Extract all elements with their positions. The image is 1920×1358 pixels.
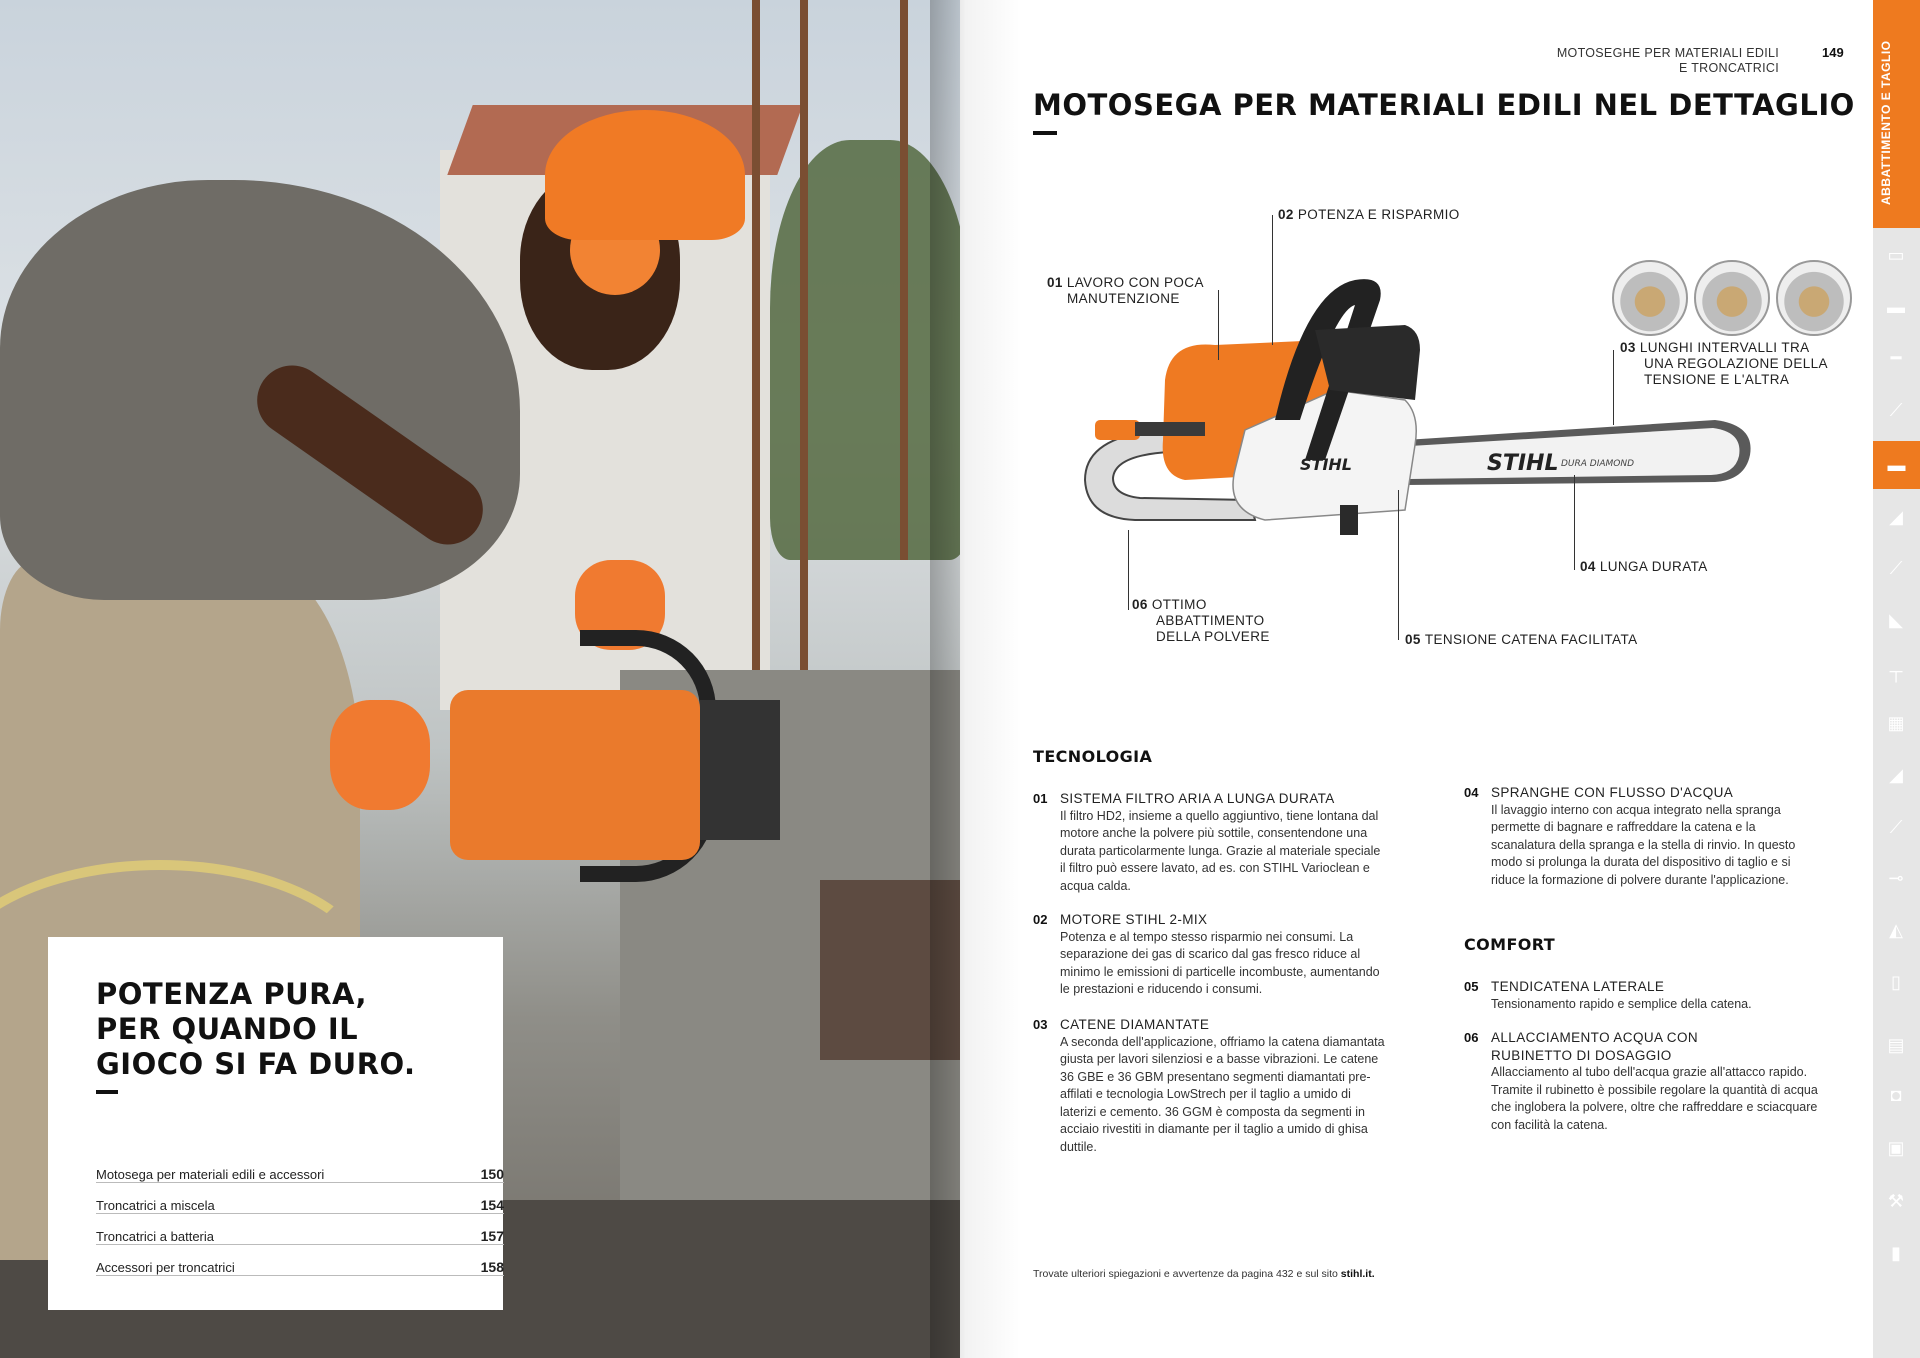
feature-num: 01 [1033,791,1048,806]
category-sidebar [1873,0,1920,1358]
feature-item [1033,911,1388,999]
toc-page: 157 [480,1228,504,1244]
callout-line [1128,530,1129,610]
chain-detail-image [1694,260,1770,336]
vacuum-icon[interactable]: ⊸ [1888,867,1904,888]
mower-icon[interactable]: ◢ [1889,764,1903,785]
photo-rebar [900,0,908,560]
footnote [1033,1268,1375,1280]
title-dash [1033,131,1057,135]
title-line: GIOCO SI FA DURO. [96,1047,416,1081]
feature-title: TENDICATENA LATERALE [1491,979,1665,994]
tab-label: ABBATTIMENTO E TAGLIO [1879,40,1893,205]
callout-02: 02 POTENZA E RISPARMIO [1278,207,1460,222]
footnote-text: Trovate ulteriori spiegazioni e avvertenze da pagina 432 e sul sito [1033,1268,1341,1280]
guide-bar [1405,420,1751,485]
toc-label: Motosega per materiali edili e accessori [96,1167,325,1182]
chain-detail-image [1776,260,1852,336]
title-dash [96,1090,118,1094]
tab-abbattimento-e-taglio[interactable] [1873,0,1920,228]
feature-num: 06 [1464,1030,1479,1045]
running-head-line: MOTOSEGHE PER MATERIALI EDILI [1556,46,1779,60]
book-spine-shadow [930,0,1020,1358]
feature-item [1033,790,1388,895]
feature-num: 03 [1033,1017,1048,1032]
feature-body: Tensionamento rapido e semplice della catena. [1491,996,1752,1011]
callout-line [1613,350,1614,425]
callout-06: 06 OTTIMO ABBATTIMENTO DELLA POLVERE [1132,597,1270,644]
feature-title: SISTEMA FILTRO ARIA A LUNGA DURATA [1060,791,1335,806]
top-cover [1315,325,1420,400]
axe-icon[interactable]: ⚒ [1887,1190,1905,1211]
scarifier-icon[interactable]: ⟋ [1889,816,1903,837]
toc-item[interactable] [96,1183,504,1214]
toc-label: Troncatrici a batteria [96,1229,215,1244]
section-intro-card [48,937,503,1310]
callout-03: 03 LUNGHI INTERVALLI TRA UNA REGOLAZIONE DELLA TENSIONE E L'ALTRA [1620,340,1828,387]
case-icon[interactable]: ▣ [1887,1137,1905,1158]
callout-04: 04 LUNGA DURATA [1580,559,1708,574]
feature-item [1033,1016,1388,1156]
toc-page: 150 [480,1166,504,1182]
feature-title: CATENE DIAMANTATE [1060,1017,1210,1032]
callout-01: 01 LAVORO CON POCA MANUTENZIONE [1047,275,1204,306]
feature-body: Il lavaggio interno con acqua integrato nella spranga permette di bagnare e raffreddare la catena e la scanalatura della spranga e la stella di rinvio. In questo modo si prolunga la durata del dispositivo di taglio e si riduce la formazione di polvere durante l'applicazione. [1491,802,1796,887]
website-link[interactable]: stihl.it. [1340,1268,1375,1280]
book-icon[interactable]: ▤ [1887,1034,1905,1055]
body-brand: STIHL [1300,455,1352,474]
section-heading-comfort: COMFORT [1464,935,1556,954]
photo-helmet [545,110,745,240]
feature-num: 04 [1464,785,1479,800]
feature-item [1464,978,1819,1013]
section-toc [96,1152,504,1276]
toc-item[interactable] [96,1152,504,1183]
photo-rebar [800,0,808,680]
feature-num: 05 [1464,979,1479,994]
callout-line [1272,215,1273,345]
chain-detail-image [1612,260,1688,336]
hedge-trimmer-icon[interactable]: ▬ [1887,296,1905,317]
pressure-washer-icon[interactable]: ◭ [1889,919,1903,940]
trimmer-icon[interactable]: ⟋ [1889,557,1903,578]
feature-item [1464,784,1819,889]
toc-label: Accessori per troncatrici [96,1260,235,1275]
running-head [1557,46,1779,76]
photo-rebar [752,0,760,760]
title-line: PER QUANDO IL [96,1012,359,1046]
feature-body: Potenza e al tempo stesso risparmio nei consumi. La separazione dei gas di scarico dal gas fresco riduce al minimo le emissioni di particelle incombuste, aumentando le prestazioni e riducendo i consumi. [1060,929,1380,996]
feature-body: A seconda dell'applicazione, offriamo la catena diamantata giusta per lavori silenziosi e a basse vibrazioni. Le catene 36 GBE e 36 GBM presentano segmenti diamantati pre-affilati e tecnologia LowStrech per il taglio a umido di laterizi e cemento. 36 GGM è composta da segmenti in acciaio rivestiti in diamante per il taglio a umido di ghisa duttile. [1060,1034,1385,1154]
feature-title: MOTORE STIHL 2-MIX [1060,912,1208,927]
cultivator-icon[interactable]: ▦ [1887,712,1905,733]
feature-title: SPRANGHE CON FLUSSO D'ACQUA [1491,785,1734,800]
feature-body: Allacciamento al tubo dell'acqua grazie all'attacco rapido. Tramite il rubinetto è possibile regolare la quantità di acqua che inglobera la polvere, oltre che raffreddare e sciacquare con facilità la catena. [1491,1065,1818,1132]
toc-page: 154 [480,1197,504,1213]
section-intro-title [96,977,476,1082]
bar-brand: STIHL [1487,451,1559,476]
callout-line [1574,475,1575,570]
bar-model: DURA DIAMOND [1561,459,1635,469]
pole-saw-icon[interactable]: ━ [1890,347,1902,368]
jacket-icon[interactable]: ◘ [1890,1084,1902,1105]
sweeper-icon[interactable]: ▯ [1891,971,1901,992]
callout-line [1218,290,1219,360]
feature-num: 02 [1033,912,1048,927]
page-number: 149 [1822,45,1844,60]
running-head-line: E TRONCATRICI [1679,61,1779,75]
toc-item[interactable] [96,1214,504,1245]
toc-label: Troncatrici a miscela [96,1198,215,1213]
toc-item[interactable] [96,1245,504,1276]
toc-page: 158 [480,1259,504,1275]
feature-item [1464,1029,1819,1134]
title-line: POTENZA PURA, [96,977,367,1011]
sprayer-icon[interactable]: ┬ [1889,660,1903,681]
page-title: MOTOSEGA PER MATERIALI EDILI NEL DETTAGLIO [1033,88,1855,122]
photo-saw-body [450,690,700,860]
chainsaw-icon[interactable]: ▬ [1873,441,1920,489]
brush-cutter-icon[interactable]: ⟋ [1889,399,1903,420]
callout-line [1398,490,1399,640]
feature-title: ALLACCIAMENTO ACQUA CON RUBINETTO DI DOSAGGIO [1491,1030,1698,1063]
blower-icon[interactable]: ◣ [1889,609,1903,630]
photo-glove-left [330,700,430,810]
photo-saw-bar [700,700,780,840]
water-valve [1095,420,1140,440]
bottle-icon[interactable]: ▮ [1891,1242,1901,1263]
feature-body: Il filtro HD2, insieme a quello aggiuntivo, tiene lontana dal motore anche la polvere più sottile, consentendone una durata particolarmente lunga. Grazie al materiale speciale il filtro può essere lavato, ad es. con STIHL Varioclean e acqua calda. [1060,808,1381,893]
callout-05: 05 TENSIONE CATENA FACILITATA [1405,632,1638,647]
battery-icon[interactable]: ▭ [1887,244,1905,265]
section-heading-tecnologia: TECNOLOGIA [1033,747,1153,766]
cut-off-saw-icon[interactable]: ◢ [1889,506,1903,527]
